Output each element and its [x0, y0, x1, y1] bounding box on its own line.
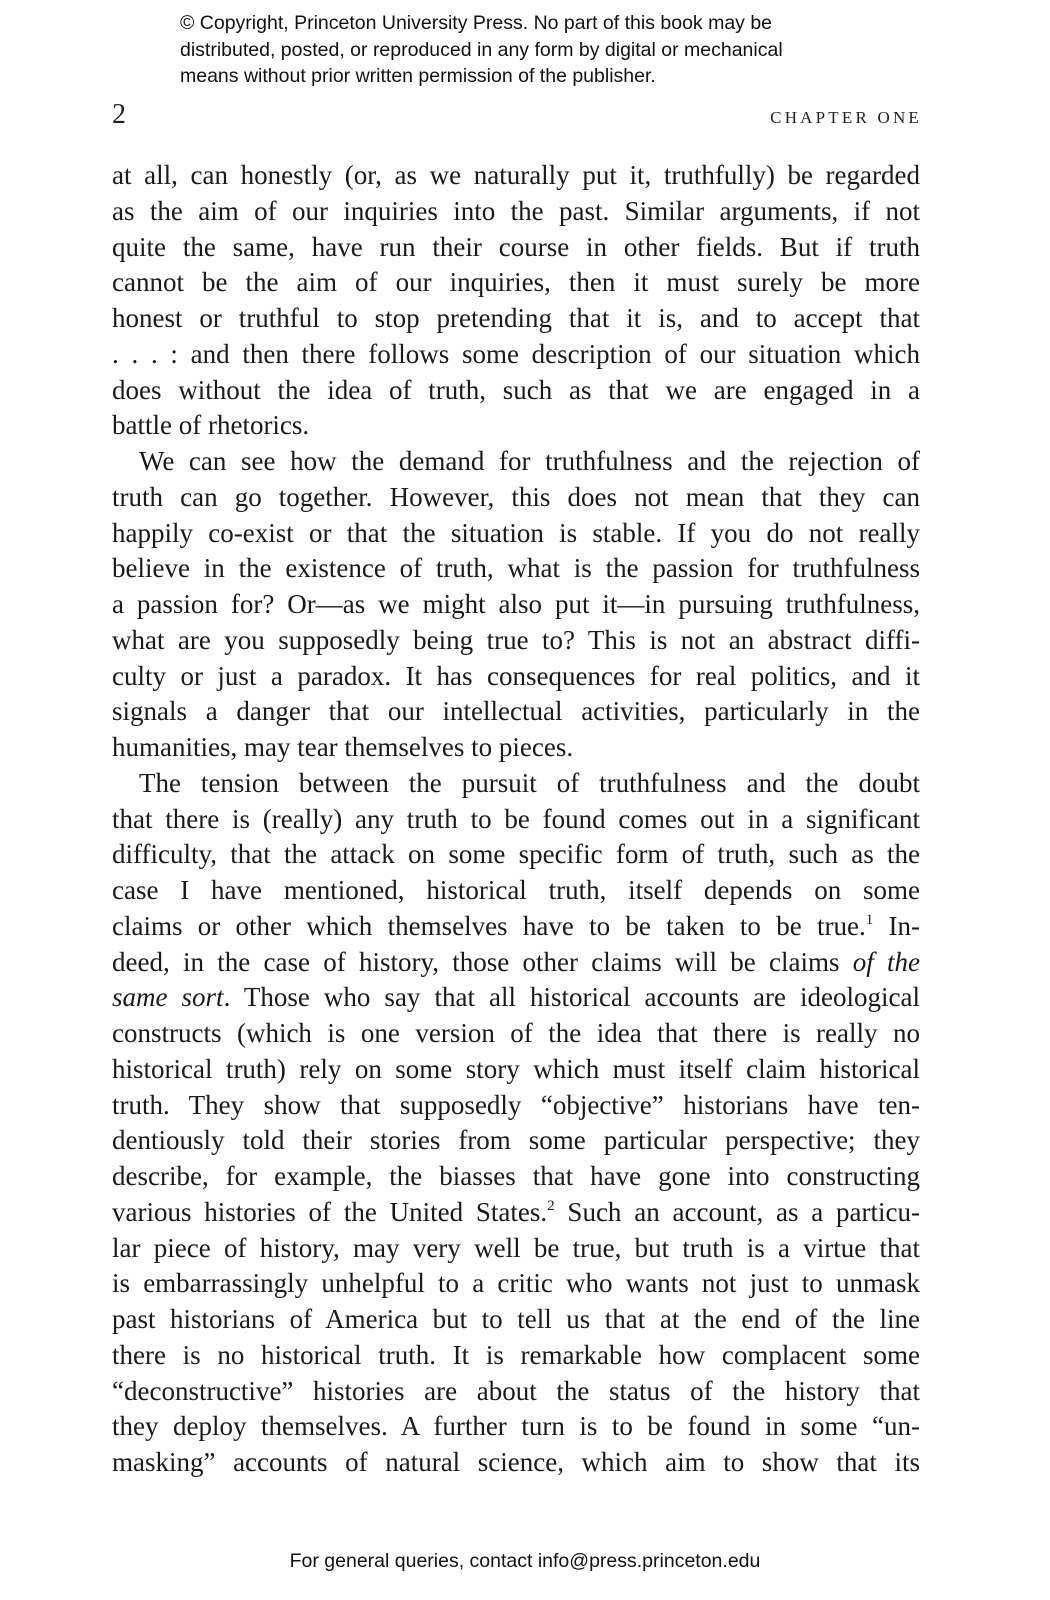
text-line — [112, 659, 920, 695]
text-line — [112, 1088, 920, 1124]
text-run: We can see how the demand for truthfulness and the rejection of — [139, 446, 920, 476]
text-line — [112, 909, 920, 945]
text-run: In- — [873, 910, 920, 941]
text-run: does without the idea of truth, such as that we are engaged in a — [112, 374, 920, 405]
copyright-line: means without prior written permission of the publisher. — [180, 65, 656, 87]
copyright-line: © Copyright, Princeton University Press. No part of this book may be — [180, 12, 773, 34]
text-run: dentiously told their stories from some particular perspective; they — [112, 1125, 920, 1156]
text-line — [112, 1231, 920, 1267]
paragraph — [112, 158, 920, 444]
copyright-notice — [180, 10, 940, 90]
text-run: believe in the existence of truth, what is the passion for truthfulness — [112, 553, 920, 584]
text-run: constructs (which is one version of the idea that there is really no — [112, 1018, 920, 1048]
text-run: at all, can honestly (or, as we naturally put it, truthfully) be regarded — [112, 160, 920, 190]
text-line — [112, 194, 920, 230]
text-line — [112, 873, 920, 909]
text-line — [112, 1409, 920, 1445]
text-line — [112, 516, 920, 552]
text-line — [112, 623, 920, 659]
text-line — [112, 1302, 920, 1338]
text-line — [112, 408, 920, 444]
text-run: lar piece of history, may very well be true, but truth is a virtue that — [112, 1232, 920, 1263]
footnote-ref: 1 — [865, 911, 874, 928]
text-run: as the aim of our inquiries into the past. Similar arguments, if not — [112, 195, 920, 226]
text-run: what are you supposedly being true to? This is not an abstract diffi- — [112, 624, 920, 655]
text-line — [112, 1445, 920, 1481]
body-text — [112, 158, 920, 1481]
text-line — [112, 587, 920, 623]
footer-contact: For general queries, contact info@press.princeton.edu — [289, 1550, 761, 1572]
text-run: honest or truthful to stop pretending that it is, and to accept that — [112, 303, 920, 333]
text-run: that there is (really) any truth to be found comes out in a significant — [112, 803, 920, 834]
text-run: The tension between the pursuit of truthfulness and the doubt — [139, 767, 920, 798]
text-run: “deconstructive” histories are about the status of the history that — [112, 1375, 920, 1406]
text-run: quite the same, have run their course in other fields. But if truth — [112, 231, 920, 262]
text-run: . . . : and then there follows some description of our situation which — [112, 338, 920, 369]
paragraph — [112, 444, 920, 766]
text-run: happily co-exist or that the situation is stable. If you do not really — [112, 517, 920, 548]
text-run: truth can go together. However, this does not mean that they can — [112, 481, 920, 512]
text-run: cannot be the aim of our inquiries, then it must surely be more — [112, 267, 920, 298]
text-run: . Those who say that all historical accounts are ideological — [223, 982, 921, 1013]
text-line — [112, 1052, 920, 1088]
italic-text: of the — [852, 946, 920, 977]
text-line — [112, 1123, 920, 1159]
text-run: culty or just a paradox. It has consequences for real politics, and it — [112, 660, 920, 691]
text-run: past historians of America but to tell us that at the end of the line — [112, 1304, 920, 1334]
footnote-ref: 2 — [547, 1197, 555, 1214]
text-line — [112, 1338, 920, 1374]
text-line — [112, 551, 920, 587]
text-run: claims or other which themselves have to be taken to be true. — [112, 910, 866, 941]
copyright-line: distributed, posted, or reproduced in any form by digital or mechanical — [180, 38, 783, 61]
text-run: masking” accounts of natural science, which aim to show that its — [112, 1447, 920, 1477]
text-run: they deploy themselves. A further turn is to be found in some “un- — [112, 1411, 920, 1442]
text-run: deed, in the case of history, those other claims will be claims — [112, 946, 853, 977]
text-line — [112, 802, 920, 838]
text-line — [112, 766, 920, 802]
text-run: case I have mentioned, historical truth, itself depends on some — [112, 875, 920, 905]
text-line — [112, 1159, 920, 1195]
text-line — [112, 694, 920, 730]
text-run: difficulty, that the attack on some specific form of truth, such as the — [112, 839, 920, 870]
text-line — [112, 730, 920, 766]
text-line — [112, 337, 920, 373]
text-run: truth. They show that supposedly “objective” historians have ten- — [112, 1089, 920, 1120]
text-run: various histories of the United States. — [112, 1196, 548, 1227]
text-line — [112, 230, 920, 266]
text-run: historical truth) rely on some story which must itself claim historical — [112, 1053, 920, 1084]
text-line — [112, 373, 920, 409]
text-line — [112, 945, 920, 981]
text-line — [112, 1374, 920, 1410]
text-line — [112, 301, 920, 337]
text-run: there is no historical truth. It is remarkable how complacent some — [112, 1339, 920, 1370]
text-line — [112, 158, 920, 194]
text-line — [112, 1016, 920, 1052]
text-run: a passion for? Or—as we might also put it—in pursuing truthfulness, — [112, 589, 920, 619]
text-run: is embarrassingly unhelpful to a critic who wants not just to unmask — [112, 1268, 920, 1299]
page-number: 2 — [112, 99, 126, 130]
paragraph — [112, 766, 920, 1481]
text-run: signals a danger that our intellectual activities, particularly in the — [112, 696, 920, 727]
text-line — [112, 480, 920, 516]
italic-text: same sort — [112, 982, 224, 1013]
text-run: battle of rhetorics. — [112, 410, 310, 441]
text-run: Such an account, as a particu- — [554, 1196, 920, 1227]
text-run: humanities, may tear themselves to pieces. — [112, 732, 574, 762]
text-line — [112, 837, 920, 873]
text-line — [112, 444, 920, 480]
text-line — [112, 980, 920, 1016]
text-line — [112, 1266, 920, 1302]
text-line — [112, 1195, 920, 1231]
running-head: CHAPTER ONE — [770, 108, 922, 127]
text-run: describe, for example, the biasses that have gone into constructing — [112, 1161, 920, 1191]
text-line — [112, 265, 920, 301]
